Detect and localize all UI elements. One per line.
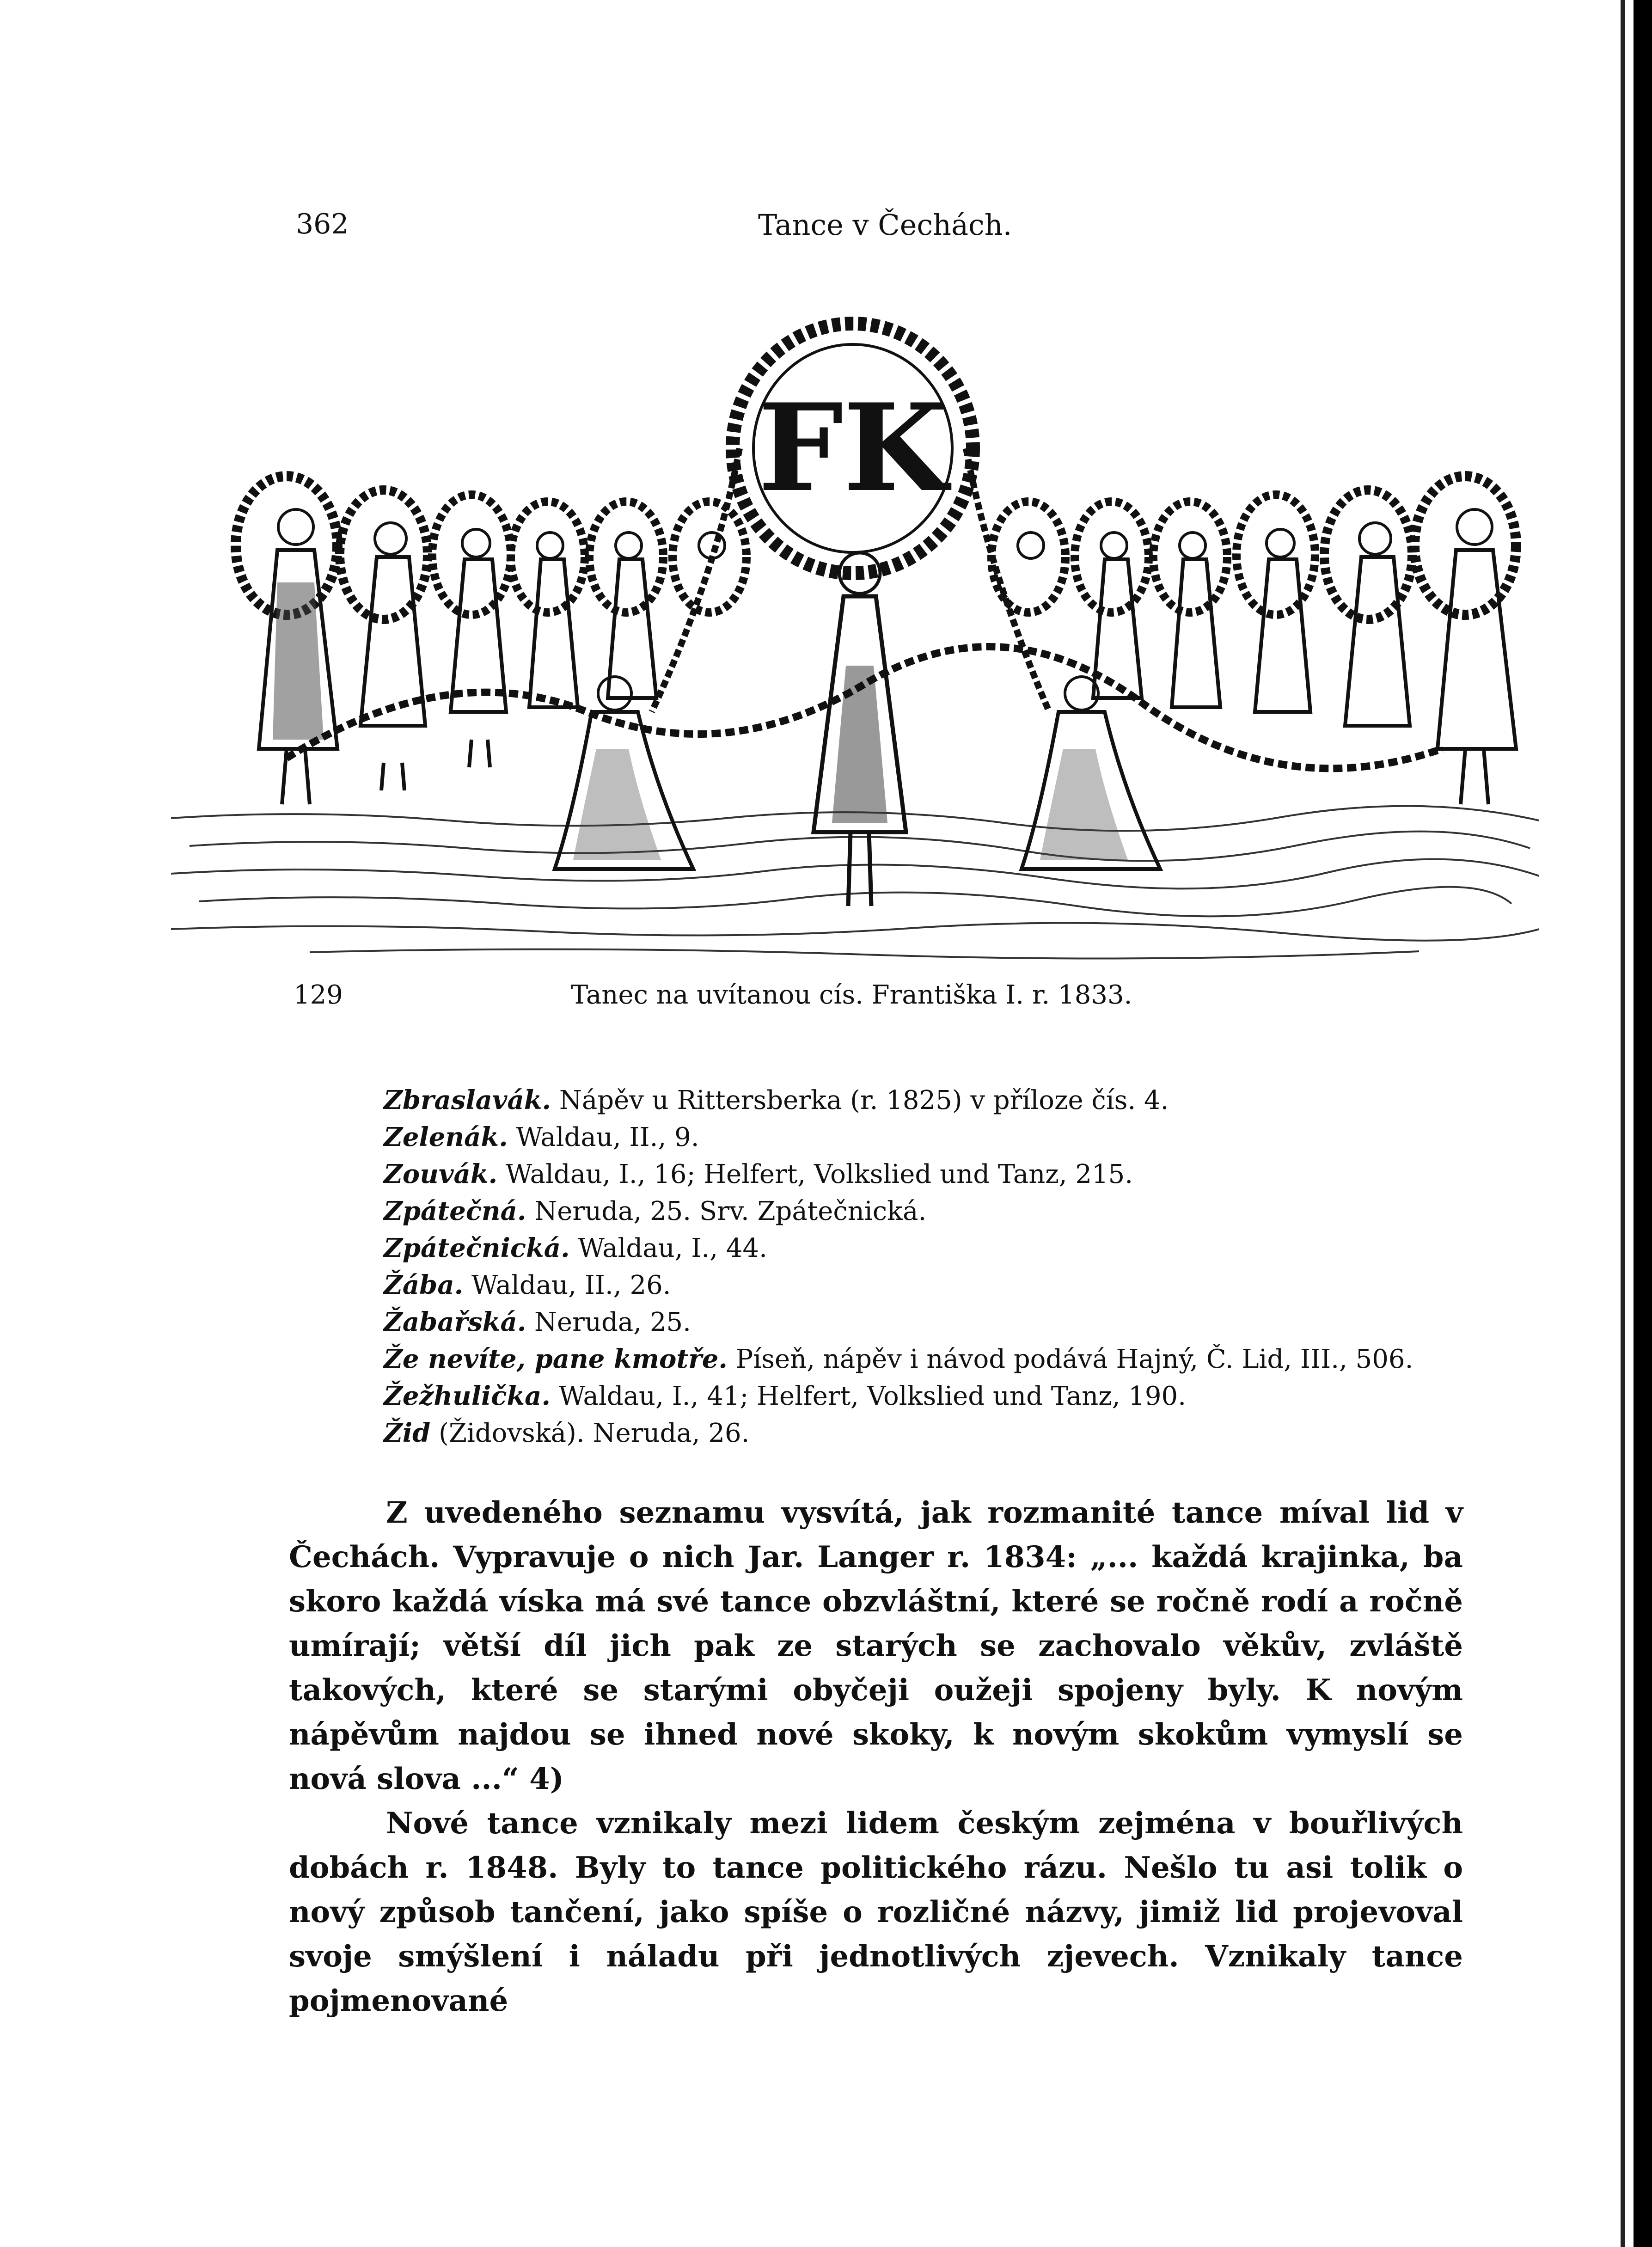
list-item — [384, 1304, 1493, 1341]
dancer — [1236, 495, 1315, 712]
entry-term: Že nevíte, pane kmotře. — [384, 1344, 728, 1374]
entry-text: Waldau, I., 16; Helfert, Volkslied und Tanz, 215. — [505, 1159, 1133, 1189]
entry-term: Zpátečná. — [384, 1196, 526, 1226]
list-item — [384, 1230, 1493, 1267]
dancer-row — [236, 476, 1516, 906]
entry-term: Zbraslavák. — [384, 1085, 551, 1115]
figure-number: 129 — [294, 980, 343, 1010]
page-edge-line — [1621, 0, 1625, 2247]
dancer-center — [814, 553, 906, 906]
monogram-wreath — [652, 324, 1049, 712]
dance-list — [384, 1082, 1493, 1451]
entry-term: Žabařská. — [384, 1307, 526, 1337]
entry-text: Neruda, 25. — [534, 1307, 691, 1337]
entry-text: Nápěv u Rittersberka (r. 1825) v příloze čís. 4. — [559, 1085, 1169, 1115]
list-item — [384, 1156, 1493, 1193]
entry-text: Neruda, 25. Srv. Zpátečnická. — [534, 1196, 927, 1226]
entry-text: Waldau, II., 9. — [516, 1122, 699, 1152]
floor-hatching — [171, 806, 1539, 959]
list-item — [384, 1378, 1493, 1414]
paragraph: Z uvedeného seznamu vysvítá, jak rozmanité tance míval lid v Čechách. Vypravuje o nich Jar. Langer r. 1834: „... každá krajinka, ba skoro každá víska má své tance obzvláštní, které se ročně rodí a ročně umírají; větší díl jich pak ze starých se zachovalo věkův, zvláště takových, které se starými obyčeji oužeji spojeny byly. K novým nápěvům najdou se ihned nové skoky, k novým skokům vymyslí se nová slova ...“ 4) — [289, 1495, 1463, 1796]
dance-illustration — [171, 296, 1539, 966]
entry-term: Zpátečnická. — [384, 1233, 570, 1263]
dancer — [1324, 490, 1412, 726]
entry-text: Waldau, I., 41; Helfert, Volkslied und Tanz, 190. — [558, 1381, 1186, 1411]
page-edge — [1634, 0, 1652, 2247]
running-title: Tance v Čechách. — [758, 208, 1012, 242]
kneeling-dancer — [1022, 677, 1160, 869]
dancer — [673, 502, 746, 612]
figure-caption: Tanec na uvítanou cís. Františka I. r. 1833. — [571, 980, 1132, 1010]
entry-term: Žid — [384, 1418, 431, 1448]
dancer — [1153, 502, 1227, 707]
body-text — [289, 1491, 1463, 2023]
list-item — [384, 1341, 1493, 1378]
list-item — [384, 1193, 1493, 1230]
entry-term: Zelenák. — [384, 1122, 508, 1152]
dancer — [589, 502, 663, 698]
entry-text: (Židovská). Neruda, 26. — [439, 1418, 750, 1448]
list-item — [384, 1119, 1493, 1156]
dancer — [340, 490, 428, 790]
entry-term: Žába. — [384, 1270, 464, 1300]
monogram-text: FK — [758, 378, 948, 519]
entry-term: Zouvák. — [384, 1159, 498, 1189]
entry-text: Píseň, nápěv i návod podává Hajný, Č. Lid, III., 506. — [735, 1344, 1413, 1374]
list-item — [384, 1082, 1493, 1119]
entry-term: Žežhulička. — [384, 1381, 551, 1411]
list-item — [384, 1267, 1493, 1304]
paragraph: Nové tance vznikaly mezi lidem českým zejména v bouřlivých dobách r. 1848. Byly to tance politického rázu. Nešlo tu asi tolik o nový způsob tančení, jako spíše o rozličné názvy, jimiž lid projevoval svoje smýšlení i náladu při jednotlivých zjevech. Vznikaly tance pojmenované — [289, 1806, 1463, 2018]
entry-text: Waldau, II., 26. — [471, 1270, 671, 1300]
dancer — [511, 502, 585, 707]
dancer — [432, 495, 511, 767]
dancer — [991, 502, 1065, 612]
page-number: 362 — [296, 208, 349, 240]
list-item — [384, 1414, 1493, 1451]
entry-text: Waldau, I., 44. — [578, 1233, 767, 1263]
